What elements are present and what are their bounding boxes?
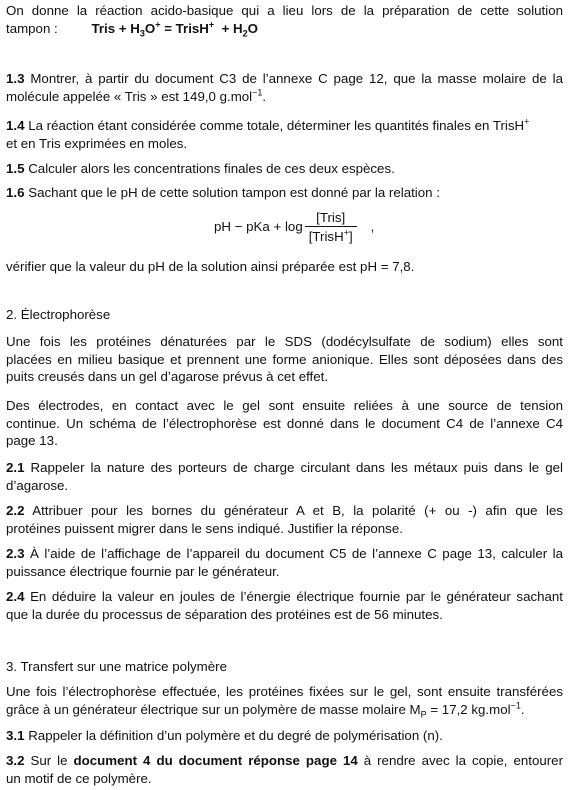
ph-formula: [214, 207, 374, 247]
s3-p-line-2-sub: P: [420, 709, 427, 720]
intro-paragraph: [6, 2, 563, 37]
s2-p1-line-3: puits creusés dans un gel d’agarose prévus à cet effet.: [6, 369, 329, 384]
section-2-para-1: [6, 333, 563, 386]
eq-plus-h2: + H: [214, 20, 243, 36]
s3-p-line-1: Une fois l’électrophorèse effectuée, les protéines fixées sur le gel, sont ensuite transférées: [6, 684, 563, 699]
q3-2-number: 3.2: [6, 753, 25, 768]
section-3-title-row: [6, 658, 563, 676]
q3-1-line: [6, 727, 563, 745]
q1-3-number: 1.3: [6, 71, 25, 86]
q2-1-line-2: d’agarose.: [6, 477, 69, 493]
formula-den-sup: +: [343, 227, 349, 238]
reaction-equation: [91, 19, 258, 39]
q1-4-number: 1.4: [6, 118, 25, 133]
q1-5-text: Calculer alors les concentrations finales de ces deux espèces.: [24, 161, 395, 176]
q1-5-line: [6, 160, 563, 178]
q1-6-after: [6, 258, 563, 276]
q1-6-line: [6, 184, 563, 202]
q3-2-bold: document 4 du document réponse page 14: [73, 753, 358, 768]
eq-sub-3: 3: [139, 28, 145, 39]
q1-4-sup: +: [524, 116, 530, 127]
formula-numerator: [Tris]: [316, 210, 346, 225]
q2-1-text-1: Rappeler la nature des porteurs de charge circulant dans les métaux puis dans le gel: [24, 460, 563, 475]
eq-sub-2: 2: [242, 28, 248, 39]
eq-tris: Tris: [91, 20, 116, 36]
question-3-1: [6, 727, 563, 745]
question-1-5: [6, 160, 563, 178]
intro-line-1: On donne la réaction acido-basique qui a lieu lors de la préparation de cette solution: [6, 3, 563, 18]
intro-line-2: [6, 20, 563, 38]
q1-4-text-1: La réaction étant considérée comme totale, déterminer les quantités finales en TrisH: [24, 118, 525, 133]
question-1-4: [6, 117, 563, 152]
section-3-para: [6, 683, 563, 718]
q2-1-number: 2.1: [6, 460, 25, 475]
question-1-3: [6, 70, 563, 105]
eq-equals-trish: = TrisH: [160, 20, 209, 36]
formula-den-post: ]: [348, 229, 353, 244]
question-2-1: [6, 459, 563, 494]
question-2-3: [6, 545, 563, 580]
q1-6-text: Sachant que le pH de cette solution tampon est donné par la relation :: [24, 185, 440, 200]
question-2-2: [6, 502, 563, 537]
q2-4-line-2: que la durée du processus de séparation des protéines est de 56 minutes.: [6, 606, 443, 622]
eq-plus-h: + H: [115, 20, 140, 36]
question-3-2: [6, 752, 563, 787]
s2-p1-line-1: Une fois les protéines dénaturées par le SDS (dodécylsulfate de sodium) elles sont: [6, 334, 563, 349]
q3-2-line-1: [6, 752, 563, 770]
q2-4-number: 2.4: [6, 589, 25, 604]
s3-p-line-2-end: .: [520, 701, 525, 717]
eq-sup-plus-1: +: [155, 19, 161, 30]
q1-3-end: .: [262, 88, 267, 104]
q2-2-number: 2.2: [6, 503, 25, 518]
q3-1-number: 3.1: [6, 728, 25, 743]
formula-comma: ,: [370, 219, 375, 235]
s2-p2-line-3: page 13.: [6, 433, 58, 448]
s3-p-line-2-mid: = 17,2 kg.mol: [426, 701, 511, 717]
q1-3-sup: −1: [252, 87, 263, 98]
intro-line-2-prefix: tampon :: [6, 20, 58, 36]
section-2-title: 2. Électrophorèse: [6, 307, 111, 322]
q1-3-text-2: molécule appelée « Tris » est 149,0 g.mol: [6, 88, 253, 104]
q3-1-text: Rappeler la définition d’un polymère et du degré de polymérisation (n).: [24, 728, 443, 743]
q2-4-text-1: En déduire la valeur en joules de l’énergie électrique fournie par le générateur sachant: [24, 589, 563, 604]
s2-p2-line-1: Des électrodes, en contact avec le gel sont ensuite reliées à une source de tension: [6, 398, 563, 413]
s3-p-line-2-sup: −1: [510, 700, 521, 711]
q1-4-line-2: et en Tris exprimées en moles.: [6, 135, 188, 151]
question-2-4: [6, 588, 563, 623]
q3-2-line-2: un motif de ce polymère.: [6, 770, 152, 786]
q2-4-line-1: [6, 588, 563, 606]
section-2-para-2: [6, 397, 563, 450]
formula-fraction: [305, 210, 357, 244]
q2-3-number: 2.3: [6, 546, 25, 561]
q1-3-text-1: Montrer, à partir du document C3 de l’annexe C page 12, que la masse molaire de la: [24, 71, 563, 86]
eq-sup-plus-2: +: [208, 19, 215, 30]
q2-2-line-1: [6, 502, 563, 520]
q1-6-number: 1.6: [6, 185, 25, 200]
s2-p2-line-2: continue. Un schéma de l’électrophorèse est donné dans le document C4 de l’annexe C4: [6, 415, 563, 431]
formula-denominator: [305, 226, 357, 244]
formula-den-pre: [TrisH: [308, 229, 344, 244]
q3-2-pre: Sur le: [24, 753, 74, 768]
q1-6-after-text: vérifier que la valeur du pH de la solution ainsi préparée est pH = 7,8.: [6, 259, 415, 274]
s3-p-line-2-pre: grâce à un générateur électrique sur un polymère de masse molaire M: [6, 701, 421, 717]
q1-5-number: 1.5: [6, 161, 25, 176]
formula-left: pH − pKa + log: [214, 219, 303, 235]
eq-o2: O: [247, 20, 258, 36]
q2-3-text-1: À l’aide de l’affichage de l’appareil du document C5 de l’annexe C page 13, calculer la: [24, 546, 563, 561]
q2-2-text-1: Attribuer pour les bornes du générateur A et B, la polarité (+ ou -) afin que les: [24, 503, 563, 518]
q2-2-line-2: protéines puissent migrer dans le sens indiqué. Justifier la réponse.: [6, 520, 403, 536]
s2-p1-line-2: placées en milieu basique et prennent une forme anionique. Elles sont déposées dans des: [6, 351, 563, 367]
q3-2-post: à rendre avec la copie, entourer: [357, 753, 563, 768]
q1-3-line-1: [6, 70, 563, 88]
eq-o: O: [144, 20, 156, 36]
q2-3-line-1: [6, 545, 563, 563]
q2-3-line-2: puissance électrique fournie par le générateur.: [6, 563, 280, 579]
q1-4-line-1: [6, 117, 563, 135]
section-2-title-row: [6, 306, 563, 324]
q2-1-line-1: [6, 459, 563, 477]
s3-p-line-2: [6, 701, 563, 719]
section-3-title: 3. Transfert sur une matrice polymère: [6, 659, 227, 674]
question-1-6: [6, 184, 563, 202]
q1-3-line-2: [6, 88, 563, 106]
